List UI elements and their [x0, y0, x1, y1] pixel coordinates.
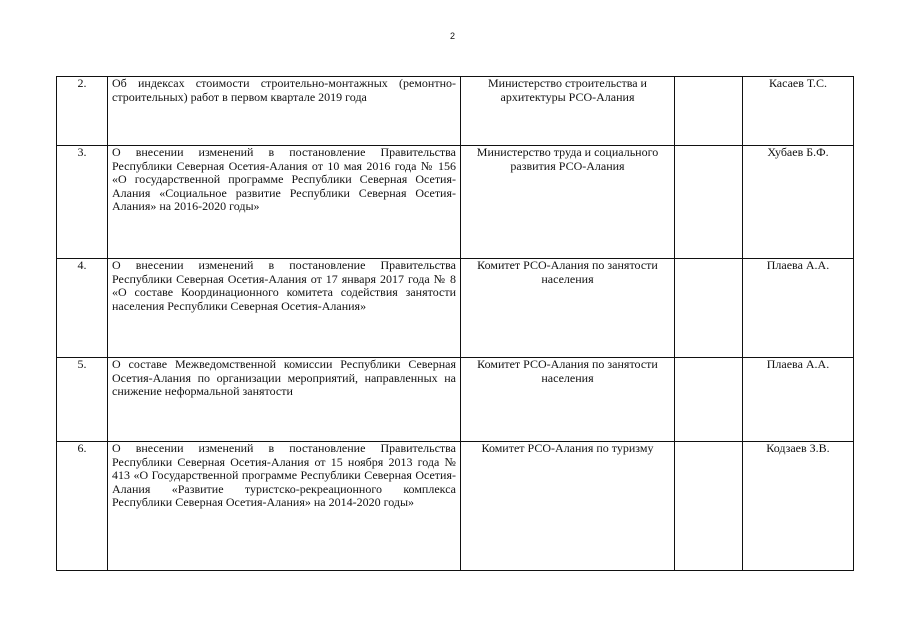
item-title: Об индексах стоимости строительно-монтажных (ремонтно-строительных) работ в первом квартале 2019 года [108, 77, 461, 146]
page-number: 2 [449, 31, 455, 41]
item-number: 3. [57, 146, 108, 259]
note-cell [675, 77, 743, 146]
note-cell [675, 146, 743, 259]
item-number: 6. [57, 442, 108, 571]
responsible-organization: Комитет РСО-Алания по занятости населения [461, 259, 675, 358]
item-number: 2. [57, 77, 108, 146]
responsible-organization: Министерство труда и социального развития РСО-Алания [461, 146, 675, 259]
item-number: 4. [57, 259, 108, 358]
responsible-organization: Министерство строительства и архитектуры РСО-Алания [461, 77, 675, 146]
note-cell [675, 442, 743, 571]
agenda-table [56, 76, 854, 571]
responsible-organization: Комитет РСО-Алания по занятости населения [461, 358, 675, 442]
responsible-person: Касаев Т.С. [743, 77, 854, 146]
note-cell [675, 259, 743, 358]
responsible-person: Плаева А.А. [743, 259, 854, 358]
table-row [57, 77, 854, 146]
note-cell [675, 358, 743, 442]
responsible-person: Кодзаев З.В. [743, 442, 854, 571]
item-number: 5. [57, 358, 108, 442]
responsible-organization: Комитет РСО-Алания по туризму [461, 442, 675, 571]
table-row [57, 259, 854, 358]
item-title: О составе Межведомственной комиссии Республики Северная Осетия-Алания по организации мероприятий, направленных на снижение неформальной занятости [108, 358, 461, 442]
responsible-person: Хубаев Б.Ф. [743, 146, 854, 259]
table-row [57, 146, 854, 259]
responsible-person: Плаева А.А. [743, 358, 854, 442]
table-row [57, 442, 854, 571]
item-title: О внесении изменений в постановление Правительства Республики Северная Осетия-Алания от 17 января 2017 года № 8 «О составе Координационного комитета содействия занятости населения Республики Северная Осетия-Алания» [108, 259, 461, 358]
item-title: О внесении изменений в постановление Правительства Республики Северная Осетия-Алания от 10 мая 2016 года № 156 «О государственной программе Республики Северная Осетия-Алания «Социальное развитие Республики Северная Осетия-Алания» на 2016-2020 годы» [108, 146, 461, 259]
item-title: О внесении изменений в постановление Правительства Республики Северная Осетия-Алания от 15 ноября 2013 года № 413 «О Государственной программе Республики Северная Осетия-Алания «Развитие туристско-рекреационного комплекса Республики Северная Осетия-Алания» на 2014-2020 годы» [108, 442, 461, 571]
table-row [57, 358, 854, 442]
